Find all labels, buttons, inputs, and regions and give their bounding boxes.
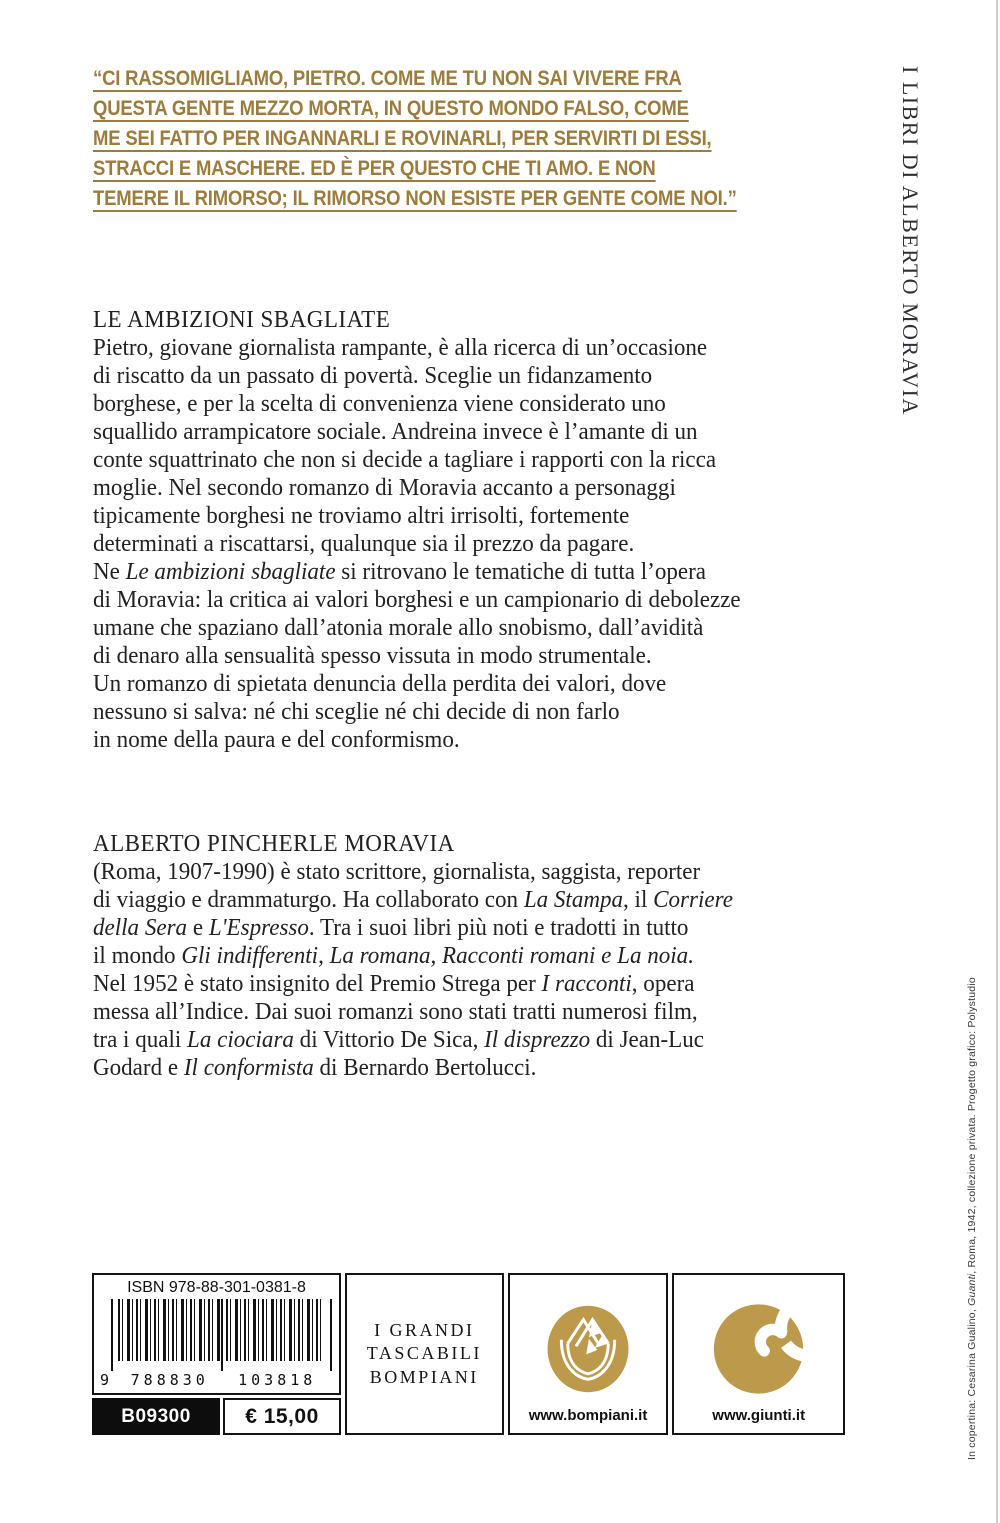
- cover-quote: [93, 64, 797, 214]
- barcode-guard: [221, 1299, 223, 1371]
- text-line: “CI RASSOMIGLIAMO, PIETRO. COME ME TU NON SAI VIVERE FRA: [93, 67, 682, 90]
- isbn-label: ISBN 978-88-301-0381-8: [127, 1279, 306, 1296]
- giunti-spiral-icon: [711, 1301, 806, 1397]
- barcode-digits: [100, 1371, 331, 1389]
- text-line: conte squattrinato che non si decide a tagliare i rapporti con la ricca: [93, 447, 717, 473]
- book-title: LE AMBIZIONI SBAGLIATE: [93, 307, 391, 333]
- text-line: In copertina: Cesarina Gualino, Guanti, Roma, 1942, collezione privata. Progetto grafico: Polystudio: [966, 977, 978, 1460]
- barcode-guard: [111, 1299, 113, 1371]
- description-paragraph: [93, 306, 880, 754]
- text-line: umane che spaziano dall’atonia morale allo snobismo, dall’avidità: [93, 615, 704, 641]
- barcode-guard: [330, 1299, 332, 1371]
- barcode: [118, 1299, 325, 1361]
- barcode-digit-group: 103818: [238, 1371, 317, 1389]
- spine-title: I LIBRI DI ALBERTO MORAVIA: [898, 66, 923, 416]
- text-line: TASCABILI: [366, 1343, 482, 1364]
- text-line: borghese, e per la scelta di convenienza viene considerato uno: [93, 391, 666, 417]
- barcode-digit-group: 788830: [130, 1371, 209, 1389]
- text-line: di denaro alla sensualità spesso vissuta in modo strumentale.: [93, 643, 652, 669]
- page-edge-line: [996, 0, 998, 1523]
- barcode-box: [92, 1273, 341, 1395]
- text-line: Pietro, giovane giornalista rampante, è alla ricerca di un’occasione: [93, 335, 708, 361]
- text-line: Godard e Il conformista di Bernardo Bertolucci.: [93, 1055, 537, 1081]
- text-line: STRACCI E MASCHERE. ED È PER QUESTO CHE TI AMO. E NON: [93, 157, 656, 180]
- price-row: [92, 1398, 341, 1435]
- text-line: di riscatto da un passato di povertà. Sceglie un fidanzamento: [93, 363, 653, 389]
- author-bio: [93, 830, 880, 1082]
- cover-credits: [966, 940, 982, 1460]
- text-line: il mondo Gli indifferenti, La romana, Racconti romani e La noia.: [93, 943, 694, 969]
- author-bio-lines: [93, 858, 880, 1082]
- text-line: Un romanzo di spietata denuncia della perdita dei valori, dove: [93, 671, 667, 697]
- text-line: (Roma, 1907-1990) è stato scrittore, giornalista, saggista, reporter: [93, 859, 701, 885]
- text-line: di viaggio e drammaturgo. Ha collaborato con La Stampa, il Corriere: [93, 887, 733, 913]
- price-label: € 15,00: [223, 1398, 341, 1435]
- edition-code-badge: B09300: [92, 1398, 220, 1435]
- text-line: Ne Le ambizioni sbagliate si ritrovano le tematiche di tutta l’opera: [93, 559, 706, 585]
- author-name: ALBERTO PINCHERLE MORAVIA: [93, 831, 455, 857]
- series-badge: [345, 1273, 504, 1435]
- text-line: ME SEI FATTO PER INGANNARLI E ROVINARLI, PER SERVIRTI DI ESSI,: [93, 127, 712, 150]
- text-line: messa all’Indice. Dai suoi romanzi sono stati tratti numerosi film,: [93, 999, 698, 1025]
- text-line: tipicamente borghesi ne troviamo altri irrisolti, fortemente: [93, 503, 630, 529]
- bompiani-panel: [508, 1273, 669, 1435]
- text-line: della Sera e L'Espresso. Tra i suoi libri più noti e tradotti in tutto: [93, 915, 689, 941]
- bompiani-url: www.bompiani.it: [528, 1407, 648, 1424]
- barcode-digit-left: 9: [100, 1371, 110, 1389]
- text-line: Nel 1952 è stato insignito del Premio Strega per I racconti, opera: [93, 971, 695, 997]
- text-line: nessuno si salva: né chi sceglie né chi decide di non farlo: [93, 699, 620, 725]
- barcode-panel: [92, 1273, 341, 1435]
- text-line: determinati a riscattarsi, qualunque sia il prezzo da pagare.: [93, 531, 635, 557]
- giunti-panel: [672, 1273, 845, 1435]
- text-line: tra i quali La ciociara di Vittorio De Sica, Il disprezzo di Jean-Luc: [93, 1027, 705, 1053]
- bompiani-flower-icon: [542, 1301, 634, 1397]
- text-line: BOMPIANI: [369, 1366, 479, 1387]
- text-line: di Moravia: la critica ai valori borghesi e un campionario di debolezze: [93, 587, 741, 613]
- footer-strip: [92, 1273, 845, 1435]
- text-line: QUESTA GENTE MEZZO MORTA, IN QUESTO MONDO FALSO, COME: [93, 97, 689, 120]
- description-lines: [93, 334, 880, 754]
- text-line: TEMERE IL RIMORSO; IL RIMORSO NON ESISTE PER GENTE COME NOI.”: [93, 187, 737, 210]
- text-line: moglie. Nel secondo romanzo di Moravia accanto a personaggi: [93, 475, 676, 501]
- text-line: I GRANDI: [374, 1319, 475, 1340]
- text-line: squallido arrampicatore sociale. Andreina invece è l’amante di un: [93, 419, 698, 445]
- giunti-url: www.giunti.it: [712, 1407, 806, 1424]
- text-line: in nome della paura e del conformismo.: [93, 727, 460, 753]
